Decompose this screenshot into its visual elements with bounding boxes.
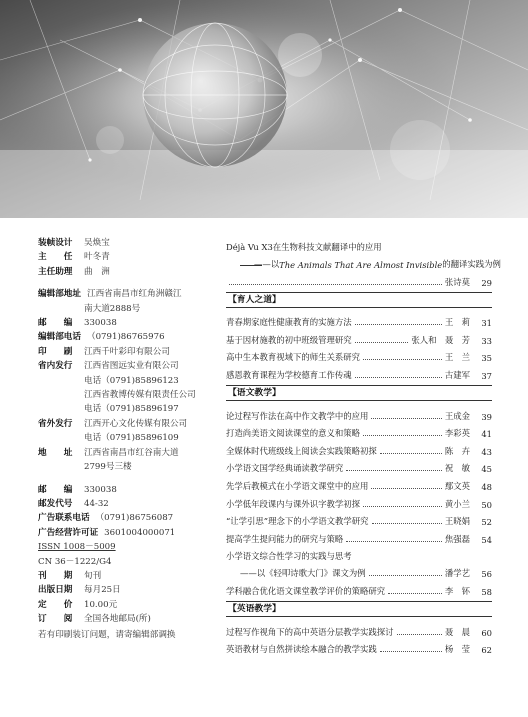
toc-title: 先学后教模式在小学语文课堂中的应用 [226,480,369,491]
staff-label: 主任助理 [38,266,73,277]
toc-page: 37 [481,370,492,381]
contact-label: 省外发行 [38,418,73,429]
toc-title: 小学低年段课内与课外识字教学初探 [226,498,360,509]
toc-entry[interactable] [226,562,492,580]
toc-entry[interactable] [226,492,492,510]
publication-label: 广告联系电话 [38,513,90,524]
toc-entry[interactable] [226,638,492,656]
leader-dots [380,651,442,652]
toc-title: 过程写作视角下的高中英语分层教学实践探讨 [226,626,394,637]
contact-value-continued: 电话（0791)85896109 [84,433,179,444]
cover-banner-image [0,0,528,218]
subtitle-suffix: 的翻译实践为例 [442,259,501,269]
leader-dots [355,324,442,325]
lead-article-title[interactable] [226,236,492,253]
schedule-row [38,569,216,583]
toc-author: 王 兰 [444,352,470,363]
toc-author: 杨 莹 [444,644,470,655]
toc-entry[interactable] [226,457,492,475]
toc-author: 焦强磊 [444,533,470,544]
schedule-label: 定 价 [38,599,73,610]
toc-entry[interactable] [226,474,492,492]
toc-title: “让学引思”理念下的小学语文教学研究 [226,516,369,527]
toc-entry[interactable] [226,527,492,545]
publication-row [38,511,216,525]
schedule-label: 订 阅 [38,614,73,625]
staff-label: 装帧设计 [38,238,73,248]
contact-value: （0791)86765976 [86,332,165,343]
toc-page: 43 [481,446,492,457]
contact-value: 江西开心文化传媒有限公司 [84,418,188,429]
toc-page: 33 [481,335,492,346]
leader-dots [346,541,442,542]
contact-label: 邮 编 [38,318,73,329]
toc-author: 王成金 [444,410,470,421]
schedule-value: 全国各地邮局(所) [84,614,151,625]
toc-entry[interactable] [226,422,492,440]
staff-row [38,265,216,279]
table-of-contents [226,236,501,656]
toc-author: 黄小兰 [444,498,470,509]
contact-row [38,316,216,330]
cn-line [38,555,216,569]
lead-article-title-text: Déjà Vu X3在生物科技文献翻译中的应用 [226,242,382,252]
toc-author: 古建军 [444,369,470,380]
lead-article-subtitle [226,253,501,270]
leader-dots [363,435,442,436]
toc-title: 学科融合优化语文课堂教学评价的策略研究 [226,585,386,596]
publication-value: 330038 [84,484,117,495]
toc-title: 小学语文国学经典诵读教学研究 [226,463,344,474]
schedule-list [38,569,216,627]
toc-author: 张人和 聂 芳 [411,334,470,345]
toc-page: 41 [481,429,492,440]
toc-page: 50 [481,499,492,510]
publication-list [38,483,216,541]
staff-value: 吴焕宝 [84,238,110,248]
contact-row [38,417,216,431]
leader-dots [371,418,442,419]
leader-dots [372,523,442,524]
leader-dots [355,377,442,378]
toc-title: 打造尚美语文阅读课堂的意义和策略 [226,428,360,439]
toc-page: 31 [481,318,492,329]
toc-author: 张诗莫 [444,276,470,287]
schedule-row [38,612,216,626]
toc-author: 李彩英 [444,428,470,439]
leader-dots [369,575,442,576]
contact-row [38,345,216,359]
toc-entry[interactable] [226,620,492,638]
schedule-label: 刊 期 [38,570,73,581]
toc-title-multiline[interactable]: 小学语文综合性学习的实践与思考 [226,550,352,561]
subtitle-prefix: ——以 [254,259,280,269]
toc-page: 52 [481,517,492,528]
schedule-row [38,583,216,597]
contact-value-continued: 电话（0791)85896197 [84,404,179,415]
toc-entry[interactable] [226,510,492,528]
toc-page: 54 [481,534,492,545]
publication-value: 44-32 [84,498,109,509]
schedule-value: 每月25日 [84,585,121,596]
toc-entry[interactable] [226,579,492,597]
publication-value: 3601004000071 [104,527,176,538]
toc-sections [226,292,492,656]
toc-entry[interactable] [226,346,492,364]
toc-entry[interactable] [226,439,492,457]
staff-value: 叶冬青 [84,252,110,263]
contact-label: 编辑部电话 [38,332,81,343]
contact-value-continued: 电话（0791)85896123 [84,375,179,386]
contact-value: 江西省图远实业有限公司 [84,361,179,372]
toc-page: 45 [481,464,492,475]
section-heading: 【英语教学】 [226,601,492,617]
leader-dots [397,634,442,635]
publication-label: 邮 编 [38,484,73,495]
leader-dots [363,359,442,360]
toc-page: 58 [481,586,492,597]
leader-dots [388,593,442,594]
toc-author: 李 钚 [444,585,470,596]
contact-label: 省内发行 [38,361,73,372]
contact-value-continued: 江西省教博传媒有限责任公司 [84,390,196,401]
staff-list [38,236,216,279]
contact-value: 330038 [84,318,117,329]
contact-label: 地 址 [38,447,73,458]
contact-row [38,287,216,301]
toc-entry[interactable] [226,404,492,422]
leader-dots [363,506,442,507]
contact-row [38,359,216,373]
leader-dots [380,453,442,454]
cn-number: CN 36－1222/G4 [38,556,112,567]
toc-page: 39 [481,411,492,422]
toc-title: 基于因材施教的初中班级管理研究 [226,334,352,345]
publication-row [38,497,216,511]
section-heading: 【育人之道】 [226,292,492,308]
toc-title: 高中生本教育视域下的师生关系研究 [226,352,360,363]
staff-row [38,250,216,264]
toc-subtitle: ——以《轻叩诗歌大门》课文为例 [240,568,366,579]
publication-value: （0791)86756087 [95,513,174,524]
contact-row [38,330,216,344]
schedule-value: 10.00元 [84,599,118,610]
toc-page: 56 [481,569,492,580]
contact-value: 江西千叶彩印有限公司 [84,346,170,357]
schedule-label: 出版日期 [38,585,73,596]
toc-author: 鄢文英 [444,480,470,491]
toc-page: 35 [481,353,492,364]
printing-notice: 若有印刷装订问题，请寄编辑部调换 [38,629,176,640]
staff-label: 主 任 [38,252,73,263]
leader-dots [229,284,442,285]
toc-title: 提高学生提问能力的研究与策略 [226,533,344,544]
toc-author: 祝 敏 [444,463,470,474]
contact-list [38,287,216,474]
toc-page: 62 [481,645,492,656]
issn-line [38,540,216,554]
contact-label: 编辑部地址 [38,289,81,300]
toc-entry[interactable] [226,311,492,329]
contact-value-continued: 南大道2888号 [84,303,141,314]
toc-author: 王晓娟 [444,516,470,527]
toc-page: 29 [481,277,492,288]
leader-dots [346,470,442,471]
contact-value-continued: 2799号三楼 [84,462,132,473]
publication-label: 广告经营许可证 [38,527,99,538]
contact-value: 江西省南昌市红角洲赣江 [86,289,182,300]
toc-author: 陈 卉 [444,445,470,456]
toc-title: 感恩教育课程为学校德育工作传魂 [226,369,352,380]
leader-dots [355,342,409,343]
schedule-value: 旬刊 [84,570,102,581]
toc-author: 潘学艺 [444,568,470,579]
contact-value: 江西省南昌市红谷南大道 [84,447,179,458]
toc-entry[interactable] [226,328,492,346]
toc-title: 论过程写作法在高中作文教学中的应用 [226,410,369,421]
contact-row [38,446,216,460]
staff-value: 曲 洲 [84,266,110,277]
section-heading: 【语文教学】 [226,385,492,401]
staff-row [38,236,216,250]
publication-label: 邮发代号 [38,498,73,509]
subtitle-italic: The Animals That Are Almost Invisible [279,260,443,270]
schedule-row [38,598,216,612]
toc-title: 英语教材与自然拼读绘本融合的教学实践 [226,644,377,655]
toc-title: 青春期家庭性健康教育的实施方法 [226,317,352,328]
toc-entry[interactable] [226,363,492,381]
toc-page: 60 [481,627,492,638]
toc-entry[interactable] [226,270,492,288]
publication-row [38,483,216,497]
publication-row [38,526,216,540]
masthead-panel [38,236,216,642]
toc-title: 全媒体时代班级线上阅读会实践策略初探 [226,445,377,456]
leader-dots [371,488,442,489]
toc-author: 王 莉 [444,317,470,328]
toc-page: 48 [481,481,492,492]
issn-number: ISSN 1008－5009 [38,542,116,553]
contact-label: 印 刷 [38,346,73,357]
toc-author: 聂 晨 [444,626,470,637]
